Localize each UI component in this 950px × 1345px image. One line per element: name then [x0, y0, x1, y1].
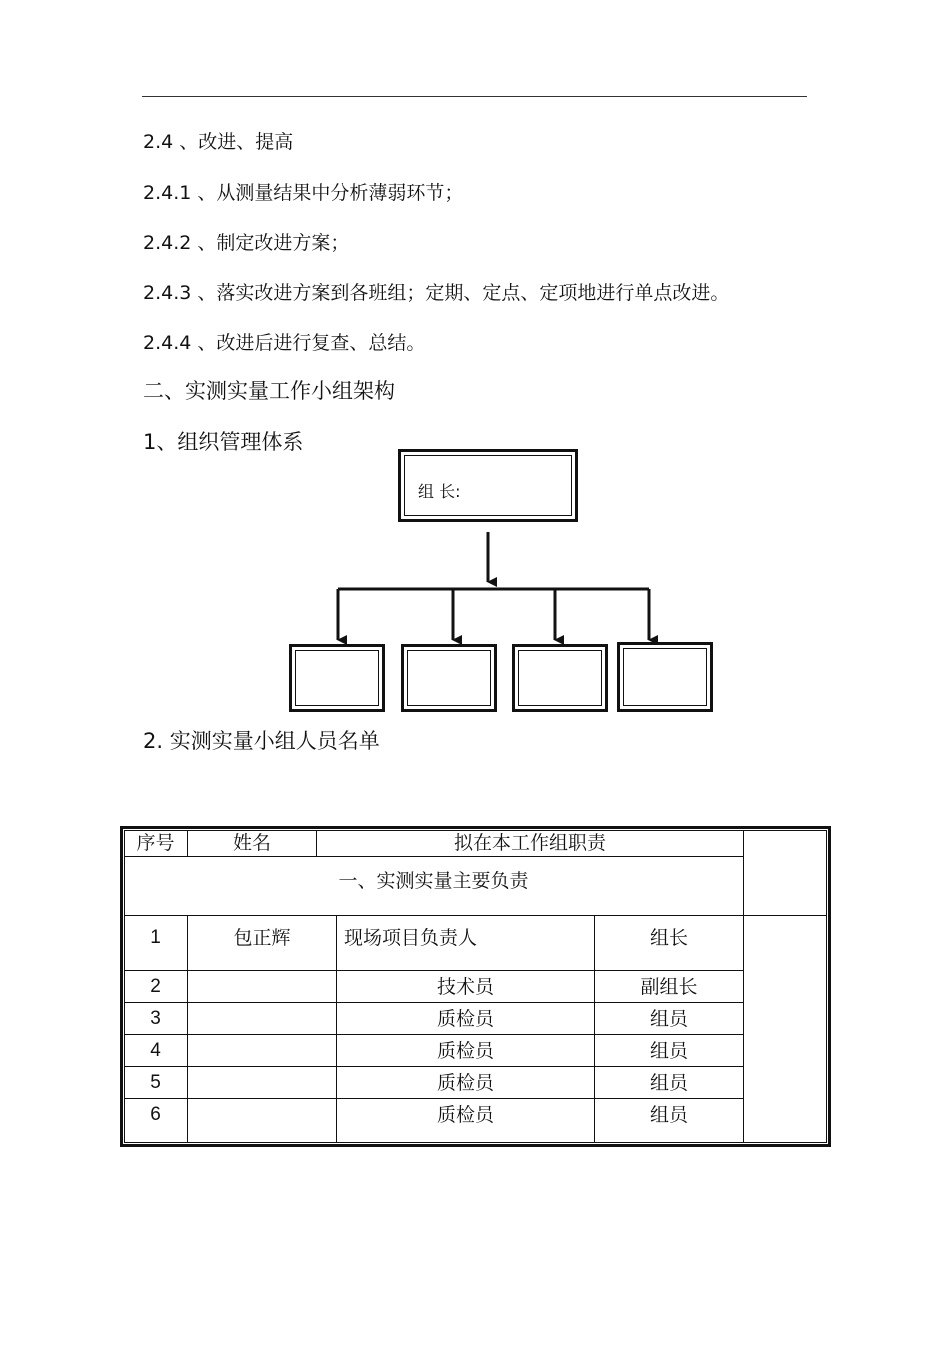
row-6-role: 组员	[649, 1104, 688, 1126]
row-5-no: 5	[150, 1072, 161, 1093]
section-row-label: 一、实测实量主要负责	[338, 870, 529, 892]
row-1-no: 1	[150, 927, 161, 948]
row-3-role: 组员	[649, 1008, 688, 1030]
row-2-role: 副组长	[640, 976, 698, 998]
org-member-box-2	[401, 644, 497, 712]
section-2-4-2: 2.4.2 、制定改进方案；	[143, 232, 350, 254]
org-leader-label: 组 长:	[418, 482, 461, 501]
roster-table	[120, 826, 831, 1147]
row-2-duty: 技术员	[436, 976, 494, 998]
org-member-box-3	[512, 644, 608, 712]
header-name: 姓名	[232, 832, 271, 854]
header-duty: 拟在本工作组职责	[453, 832, 606, 854]
org-member-box-4	[617, 642, 713, 712]
section-2-4: 2.4 、改进、提高	[143, 131, 294, 153]
section-2-4-4: 2.4.4 、改进后进行复查、总结。	[143, 332, 426, 354]
row-3-no: 3	[150, 1008, 161, 1029]
row-4-no: 4	[150, 1040, 161, 1061]
row-5-duty: 质检员	[436, 1072, 494, 1094]
org-member-box-1	[289, 644, 385, 712]
heading-roster: 2. 实测实量小组人员名单	[143, 729, 380, 753]
heading-team-structure: 二、实测实量工作小组架构	[143, 379, 395, 403]
section-2-4-3: 2.4.3 、落实改进方案到各班组；定期、定点、定项地进行单点改进。	[143, 282, 730, 304]
header-no: 序号	[136, 832, 175, 854]
row-6-duty: 质检员	[436, 1104, 494, 1126]
row-2-no: 2	[150, 976, 161, 997]
row-4-role: 组员	[649, 1040, 688, 1062]
row-4-duty: 质检员	[436, 1040, 494, 1062]
heading-org-system: 1、组织管理体系	[143, 430, 304, 454]
row-6-no: 6	[150, 1104, 161, 1125]
row-1-role: 组长	[649, 927, 688, 949]
row-3-duty: 质检员	[436, 1008, 494, 1030]
row-1-name: 包正辉	[233, 927, 291, 949]
row-5-role: 组员	[649, 1072, 688, 1094]
row-1-duty: 现场项目负责人	[344, 927, 478, 949]
section-2-4-1: 2.4.1 、从测量结果中分析薄弱环节；	[143, 182, 464, 204]
